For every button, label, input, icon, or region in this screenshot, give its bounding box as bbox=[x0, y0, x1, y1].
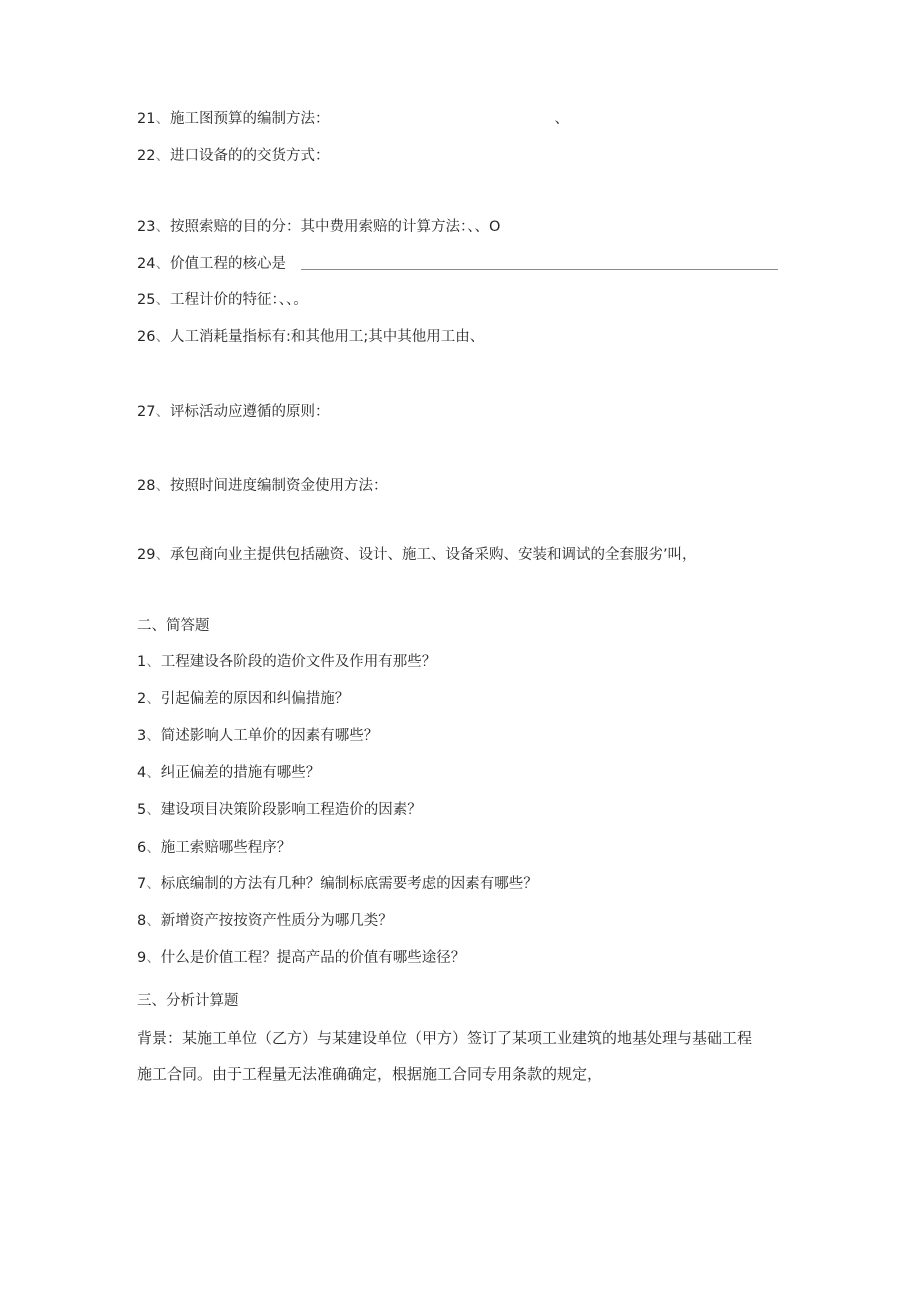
question-23 bbox=[137, 217, 500, 237]
question-text: 评标活动应遵循的原则： bbox=[169, 404, 330, 420]
background-paragraph-line-2: 施工合同。由于工程量无法准确确定，根据施工合同专用条款的规定， bbox=[137, 1065, 603, 1083]
question-separator: 、 bbox=[146, 950, 161, 966]
short-answer-question-7 bbox=[137, 874, 538, 894]
question-number: 25 bbox=[137, 292, 156, 308]
question-separator: 、 bbox=[146, 691, 161, 707]
short-answer-question-8 bbox=[137, 911, 393, 931]
short-answer-question-9 bbox=[137, 948, 465, 968]
question-22 bbox=[137, 146, 329, 166]
question-text: 进口设备的的交货方式： bbox=[169, 148, 330, 164]
question-separator: 、 bbox=[146, 654, 161, 670]
question-number: 3 bbox=[137, 728, 147, 744]
question-text: 施工索赔哪些程序？ bbox=[160, 840, 292, 856]
question-text: 纠正偏差的措施有哪些？ bbox=[160, 765, 321, 781]
question-number: 5 bbox=[137, 802, 147, 818]
question-separator: 、 bbox=[146, 913, 161, 929]
question-24 bbox=[137, 254, 286, 274]
question-text: 价值工程的核心是 bbox=[169, 256, 286, 272]
answer-blank-line bbox=[301, 269, 778, 270]
section-heading-analysis: 三、分析计算题 bbox=[137, 993, 239, 1009]
question-separator: 、 bbox=[155, 478, 170, 494]
question-separator: 、 bbox=[146, 802, 161, 818]
question-28 bbox=[137, 476, 387, 496]
question-text: 简述影响人工单价的因素有哪些？ bbox=[160, 728, 379, 744]
question-number: 7 bbox=[137, 876, 147, 892]
question-29 bbox=[137, 545, 697, 565]
question-text: 工程建设各阶段的造价文件及作用有那些？ bbox=[160, 654, 437, 670]
short-answer-question-3 bbox=[137, 726, 378, 746]
short-answer-question-5 bbox=[137, 800, 422, 820]
question-number: 4 bbox=[137, 765, 147, 781]
question-text: 什么是价值工程？提高产品的价值有哪些途径？ bbox=[160, 950, 466, 966]
question-separator: 、 bbox=[146, 876, 161, 892]
question-text: 引起偏差的原因和纠偏措施？ bbox=[160, 691, 350, 707]
question-separator: 、 bbox=[155, 256, 170, 272]
question-number: 6 bbox=[137, 840, 147, 856]
background-paragraph-line-1: 背景：某施工单位（乙方）与某建设单位（甲方）签订了某项工业建筑的地基处理与基础工程 bbox=[137, 1029, 753, 1047]
question-text: 工程计价的特征：、、。 bbox=[169, 292, 308, 308]
short-answer-question-1 bbox=[137, 652, 436, 672]
question-separator: 、 bbox=[146, 840, 161, 856]
question-text: 施工图预算的编制方法： bbox=[169, 111, 330, 127]
short-answer-question-6 bbox=[137, 838, 291, 858]
question-separator: 、 bbox=[155, 111, 170, 127]
question-text: 承包商向业主提供包括融资、设计、施工、设备采购、安装和调试的全套服劣’叫， bbox=[169, 547, 697, 563]
question-number: 21 bbox=[137, 111, 156, 127]
question-text: 按照时间进度编制资金使用方法： bbox=[169, 478, 388, 494]
question-text: 新增资产按按资产性质分为哪几类？ bbox=[160, 913, 393, 929]
question-separator: 、 bbox=[155, 292, 170, 308]
question-text: 人工消耗量指标有:和其他用工;其中其他用工由、 bbox=[169, 329, 485, 345]
question-text: 标底编制的方法有几种？编制标底需要考虑的因素有哪些？ bbox=[160, 876, 538, 892]
question-number: 9 bbox=[137, 950, 147, 966]
question-number: 26 bbox=[137, 329, 156, 345]
question-number: 8 bbox=[137, 913, 147, 929]
question-21 bbox=[137, 109, 569, 129]
question-number: 2 bbox=[137, 691, 147, 707]
question-25 bbox=[137, 290, 308, 310]
question-separator: 、 bbox=[155, 148, 170, 164]
question-separator: 、 bbox=[155, 329, 170, 345]
question-separator: 、 bbox=[155, 547, 170, 563]
question-separator: 、 bbox=[155, 404, 170, 420]
question-number: 1 bbox=[137, 654, 147, 670]
short-answer-question-2 bbox=[137, 689, 349, 709]
question-tail: 、 bbox=[554, 111, 569, 127]
question-number: 28 bbox=[137, 478, 156, 494]
question-27 bbox=[137, 402, 329, 422]
question-text: 建设项目决策阶段影响工程造价的因素？ bbox=[160, 802, 422, 818]
question-text: 按照索赔的目的分：其中费用索赔的计算方法：、、O bbox=[169, 219, 501, 235]
question-separator: 、 bbox=[155, 219, 170, 235]
question-number: 22 bbox=[137, 148, 156, 164]
question-separator: 、 bbox=[146, 765, 161, 781]
question-number: 27 bbox=[137, 404, 156, 420]
section-heading-short-answer: 二、简答题 bbox=[137, 618, 210, 634]
question-separator: 、 bbox=[146, 728, 161, 744]
question-number: 23 bbox=[137, 219, 156, 235]
question-number: 29 bbox=[137, 547, 156, 563]
short-answer-question-4 bbox=[137, 763, 320, 783]
question-26 bbox=[137, 327, 484, 347]
question-number: 24 bbox=[137, 256, 156, 272]
